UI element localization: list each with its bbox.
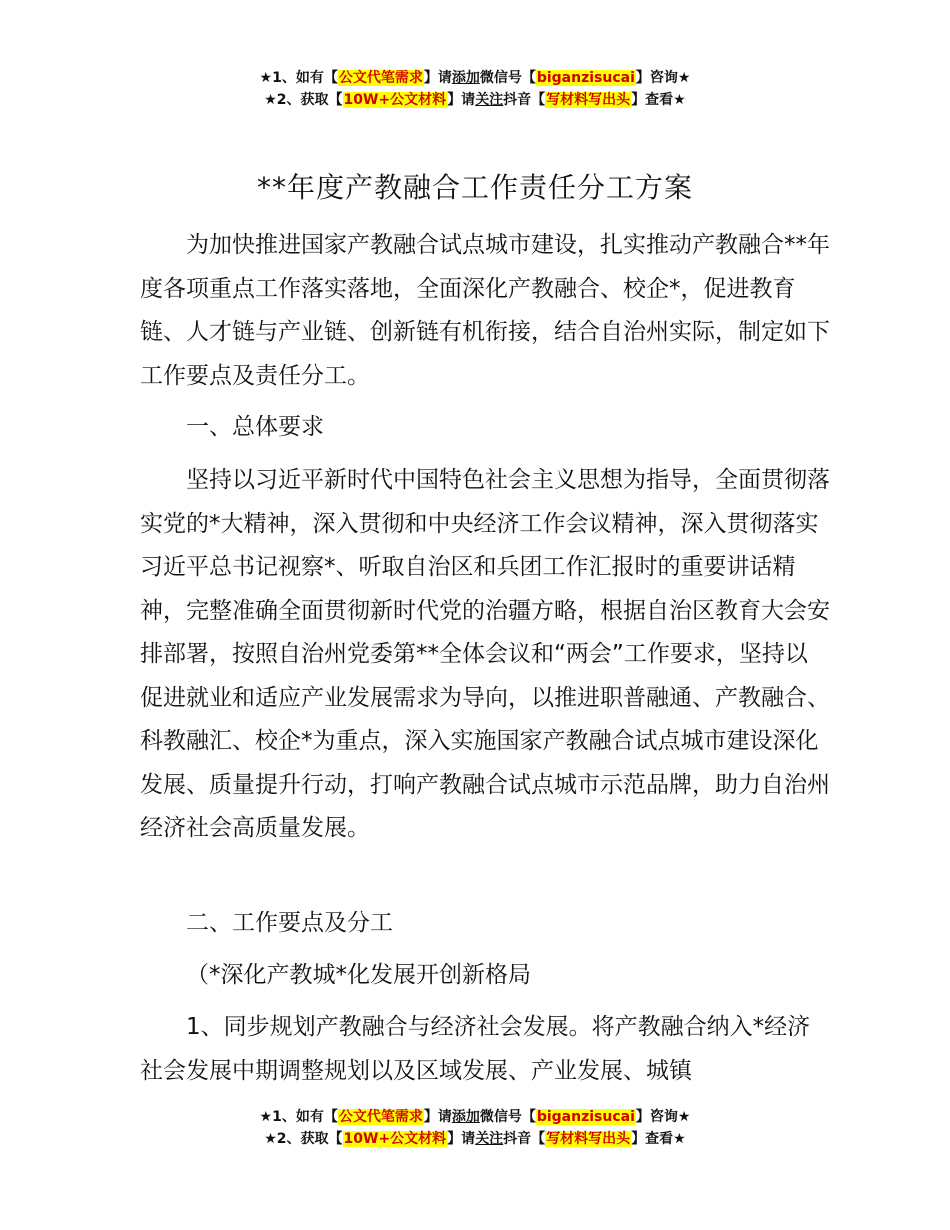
banner-text: ★1、如有【: [259, 70, 338, 86]
header-banner: [0, 67, 950, 111]
banner-underline-text: 关注: [475, 1131, 504, 1147]
intro-paragraph: 为加快推进国家产教融合试点城市建设，扎实推动产教融合**年度各项重点工作落实落地，全面深化产教融合、校企*，促进教育链、人才链与产业链、创新链有机衔接，结合自治州实际，制定如下工作要点及责任分工。: [140, 232, 830, 389]
document-title: **年度产教融合工作责任分工方案: [256, 171, 693, 204]
banner-line-2: [0, 1128, 950, 1150]
banner-highlight: 公文代笔需求: [338, 70, 423, 86]
banner-text: 抖音【: [503, 1131, 546, 1147]
body-paragraph-1: 坚持以习近平新时代中国特色社会主义思想为指导，全面贯彻落实党的*大精神，深入贯彻和中央经济工作会议精神，深入贯彻落实习近平总书记视察*、听取自治区和兵团工作汇报时的重要讲话精神，完整准确全面贯彻新时代党的治疆方略，根据自治区教育大会安排部署，按照自治州党委第**全体会议和“两会”工作要求，坚持以促进就业和适应产业发展需求为导向，以推进职普融通、产教融合、科教融汇、校企*为重点，深入实施国家产教融合试点城市建设深化发展、质量提升行动，打响产教融合试点城市示范品牌，助力自治州经济社会高质量发展。: [140, 467, 830, 841]
document-body: [140, 224, 830, 398]
banner-text: 微信号【: [479, 1109, 536, 1125]
banner-text: 】查看★: [631, 1131, 686, 1147]
banner-highlight: biganzisucai: [536, 70, 635, 86]
banner-text: 微信号【: [479, 70, 536, 86]
banner-text: 抖音【: [503, 92, 546, 108]
banner-underline-text: 关注: [475, 92, 504, 108]
banner-text: 】咨询★: [635, 70, 691, 86]
banner-text: 】请: [423, 70, 452, 86]
banner-highlight: 写材料写出头: [546, 92, 631, 108]
banner-text: 】咨询★: [635, 1109, 691, 1125]
banner-text: 】请: [447, 1131, 476, 1147]
banner-underline-text: 添加: [451, 70, 480, 86]
banner-text: 】查看★: [631, 92, 686, 108]
document-body: [140, 406, 830, 450]
section-heading-2: 二、工作要点及分工: [186, 910, 393, 936]
banner-highlight: 写材料写出头: [546, 1131, 631, 1147]
banner-text: ★1、如有【: [259, 1109, 338, 1125]
banner-highlight: 10W+公文材料: [343, 92, 447, 108]
banner-text: 】请: [423, 1109, 452, 1125]
banner-highlight: 公文代笔需求: [338, 1109, 423, 1125]
banner-line-2: [0, 89, 950, 111]
banner-highlight: biganzisucai: [536, 1109, 635, 1125]
banner-text: 】请: [447, 92, 476, 108]
banner-line-1: [0, 1106, 950, 1128]
section-heading-1: 一、总体要求: [186, 414, 324, 440]
banner-underline-text: 添加: [451, 1109, 480, 1125]
item-paragraph-1: 1、同步规划产教融合与经济社会发展。将产教融合纳入*经济社会发展中期调整规划以及区域发展、产业发展、城镇: [140, 1014, 811, 1084]
subsection-heading: （*深化产教城*化发展开创新格局: [186, 962, 531, 988]
document-body: [140, 902, 830, 946]
document-body: [140, 459, 830, 851]
footer-banner: [0, 1106, 950, 1150]
banner-text: ★2、获取【: [264, 92, 343, 108]
banner-line-1: [0, 67, 950, 89]
document-body: [140, 954, 830, 998]
document-body: [140, 1006, 830, 1093]
banner-highlight: 10W+公文材料: [343, 1131, 447, 1147]
banner-text: ★2、获取【: [264, 1131, 343, 1147]
